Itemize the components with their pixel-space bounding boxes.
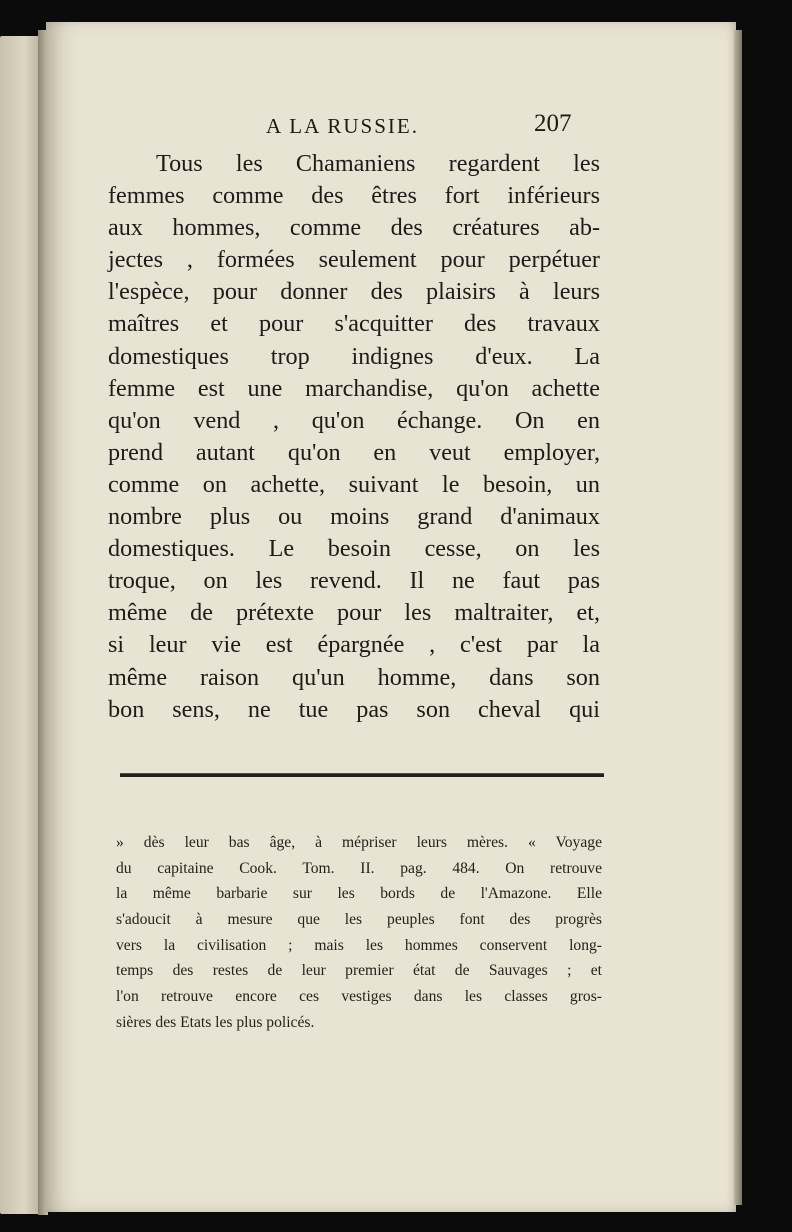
footnote-rule	[120, 773, 604, 777]
footnote-line: vers la civilisation ; mais les hommes conservent long-	[116, 936, 602, 954]
footnote-line: sières des Etats les plus policés.	[116, 1013, 315, 1031]
text-line: nombre plus ou moins grand d'animaux	[108, 503, 600, 531]
facing-page-edge	[0, 36, 40, 1214]
text-line: si leur vie est épargnée , c'est par la	[108, 631, 600, 659]
footnote-line: s'adoucit à mesure que les peuples font des progrès	[116, 911, 602, 929]
text-line: même de prétexte pour les maltraiter, et,	[108, 599, 600, 627]
text-line: domestiques trop indignes d'eux. La	[108, 342, 600, 370]
text-line: femmes comme des êtres fort inférieurs	[108, 182, 600, 210]
page-edge	[734, 30, 742, 1205]
text-line: femme est une marchandise, qu'on achette	[108, 374, 600, 402]
main-text	[108, 148, 600, 726]
page-number: 207	[534, 110, 572, 137]
book-page	[46, 22, 736, 1212]
text-line: Tous les Chamaniens regardent les	[156, 150, 600, 177]
text-line: comme on achette, suivant le besoin, un	[108, 470, 600, 498]
text-line: même raison qu'un homme, dans son	[108, 663, 600, 691]
footnote-line: temps des restes de leur premier état de Sauvages ; et	[116, 962, 602, 980]
text-line: l'espèce, pour donner des plaisirs à leurs	[108, 278, 600, 306]
running-head	[46, 110, 736, 146]
text-line: domestiques. Le besoin cesse, on les	[108, 535, 600, 563]
text-line: jectes , formées seulement pour perpétuer	[108, 246, 600, 274]
text-line: aux hommes, comme des créatures ab-	[108, 214, 600, 242]
footnote-line: la même barbarie sur les bords de l'Amazone. Elle	[116, 885, 602, 903]
text-line: prend autant qu'on en veut employer,	[108, 438, 600, 466]
footnote-line: du capitaine Cook. Tom. II. pag. 484. On retrouve	[116, 859, 602, 877]
footnote-line: l'on retrouve encore ces vestiges dans les classes gros-	[116, 988, 602, 1006]
footnote-line: » dès leur bas âge, à mépriser leurs mères. « Voyage	[116, 834, 602, 851]
text-line: qu'on vend , qu'on échange. On en	[108, 406, 600, 434]
text-line: troque, on les revend. Il ne faut pas	[108, 567, 600, 595]
text-line: bon sens, ne tue pas son cheval qui	[108, 695, 600, 723]
text-line: maîtres et pour s'acquitter des travaux	[108, 310, 600, 338]
footnote	[116, 830, 602, 1036]
running-head-title: A LA RUSSIE.	[266, 114, 419, 138]
